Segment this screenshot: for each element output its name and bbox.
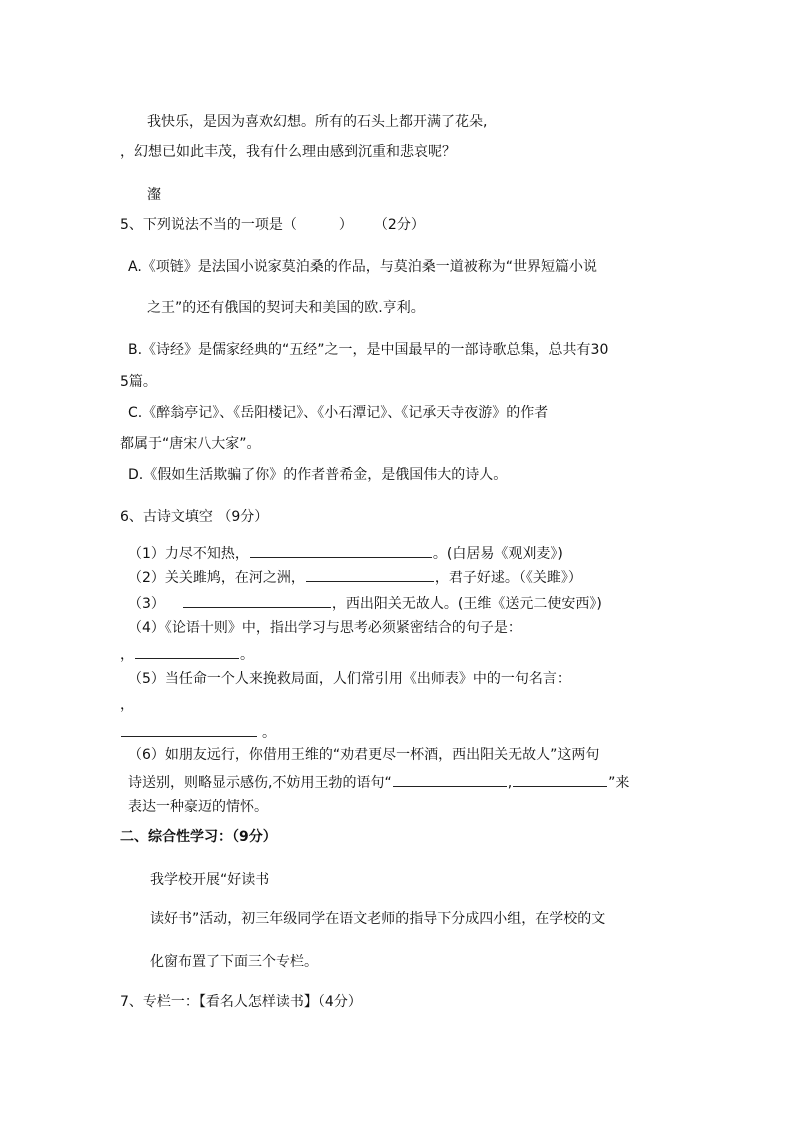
q6-item-1-source: 。(白居易《观刈麦》) [432, 546, 563, 562]
q6-item-6-line-1: （6）如朋友远行，你借用王维的“劝君更尽一杯酒，西出阳关无故人”这两句 [128, 747, 600, 763]
q6-item-2-source: ，君子好逑。（《关雎》） [434, 570, 582, 586]
q5-option-b-line-2: 5篇。 [120, 374, 157, 390]
q6-item-2 [128, 567, 582, 587]
q6-item-5-comma: ， [120, 697, 134, 713]
q6-item-6-comma: , [507, 775, 513, 791]
q6-item-4-blank[interactable] [135, 644, 239, 659]
intro-line-1: 我快乐，是因为喜欢幻想。所有的石头上都开满了花朵, [147, 114, 488, 130]
q6-title: 6、古诗文填空 （9分） [120, 509, 269, 525]
q5-option-a-line-1: A.《项链》是法国小说家莫泊桑的作品，与莫泊桑一道被称为“世界短篇小说 [128, 259, 598, 275]
section-2-paragraph-2: 读好书”活动，初三年级同学在语文老师的指导下分成四小组，在学校的文 [150, 911, 606, 927]
q6-item-2-blank[interactable] [306, 567, 434, 582]
q6-item-4: （4）《论语十则》中，指出学习与思考必须紧密结合的句子是： [128, 620, 522, 636]
q5-stem [120, 216, 425, 234]
q5-option-a-line-2: 之王”的还有俄国的契诃夫和美国的欧.亨利。 [147, 300, 425, 316]
intro-line-2: ，幻想已如此丰茂，我有什么理由感到沉重和悲哀呢？ [120, 144, 456, 160]
q6-item-1-text: （1）力尽不知热， [128, 546, 249, 562]
q5-stem-close: ） [338, 217, 353, 233]
intro-line-3: 瀣 [147, 187, 161, 203]
q6-item-3-blank[interactable] [183, 593, 331, 608]
q6-item-6-text: 诗送别，则略显示感伤,不妨用王勃的语句“ [128, 775, 392, 791]
q6-item-4-comma: ， [120, 647, 134, 663]
q6-item-5-end: 。 [262, 725, 276, 741]
q6-item-5: （5）当任命一个人来挽救局面，人们常引用《出师表》中的一句名言： [128, 671, 571, 687]
section-2-paragraph-3: 化窗布置了下面三个专栏。 [150, 954, 318, 970]
q6-item-1 [128, 543, 563, 563]
q6-item-3 [128, 593, 602, 613]
q7-title: 7、专栏一：【看名人怎样读书】（4分） [120, 994, 362, 1010]
q5-stem-text: 5、下列说法不当的一项是（ [120, 217, 297, 233]
q5-score: （2分） [380, 217, 425, 233]
q6-item-6-blank-2[interactable] [513, 772, 607, 787]
q6-item-1-blank[interactable] [250, 543, 432, 558]
q6-item-3-source: ，西出阳关无故人。(王维《送元二使安西》) [331, 596, 602, 612]
q6-item-3-label: （3） [128, 596, 165, 612]
q6-item-4-end: 。 [240, 647, 254, 663]
q6-item-6-close: ”来 [608, 775, 630, 791]
section-2-paragraph-1: 我学校开展“好读书 [150, 872, 270, 888]
q6-item-6-line-3: 表达一种豪迈的情怀。 [128, 799, 268, 815]
q6-item-6-blank-1[interactable] [393, 772, 507, 787]
q5-option-c-line-1: C.《醉翁亭记》、《岳阳楼记》、《小石潭记》、《记承天寺夜游》的作者 [128, 405, 549, 421]
section-2-title: 二、综合性学习：（9分） [120, 829, 277, 845]
q5-option-b-line-1: B.《诗经》是儒家经典的“五经”之一，是中国最早的一部诗歌总集，总共有30 [128, 342, 609, 358]
q6-item-2-text: （2）关关雎鸠，在河之洲， [128, 570, 305, 586]
q5-option-c-line-2: 都属于“唐宋八大家”。 [120, 436, 261, 452]
q6-item-4-answer [120, 644, 254, 664]
q6-item-5-blank[interactable] [121, 722, 257, 737]
q6-item-6-line-2 [128, 772, 629, 792]
q6-item-5-answer [120, 722, 276, 742]
q5-option-d: D.《假如生活欺骗了你》的作者普希金，是俄国伟大的诗人。 [128, 467, 508, 483]
